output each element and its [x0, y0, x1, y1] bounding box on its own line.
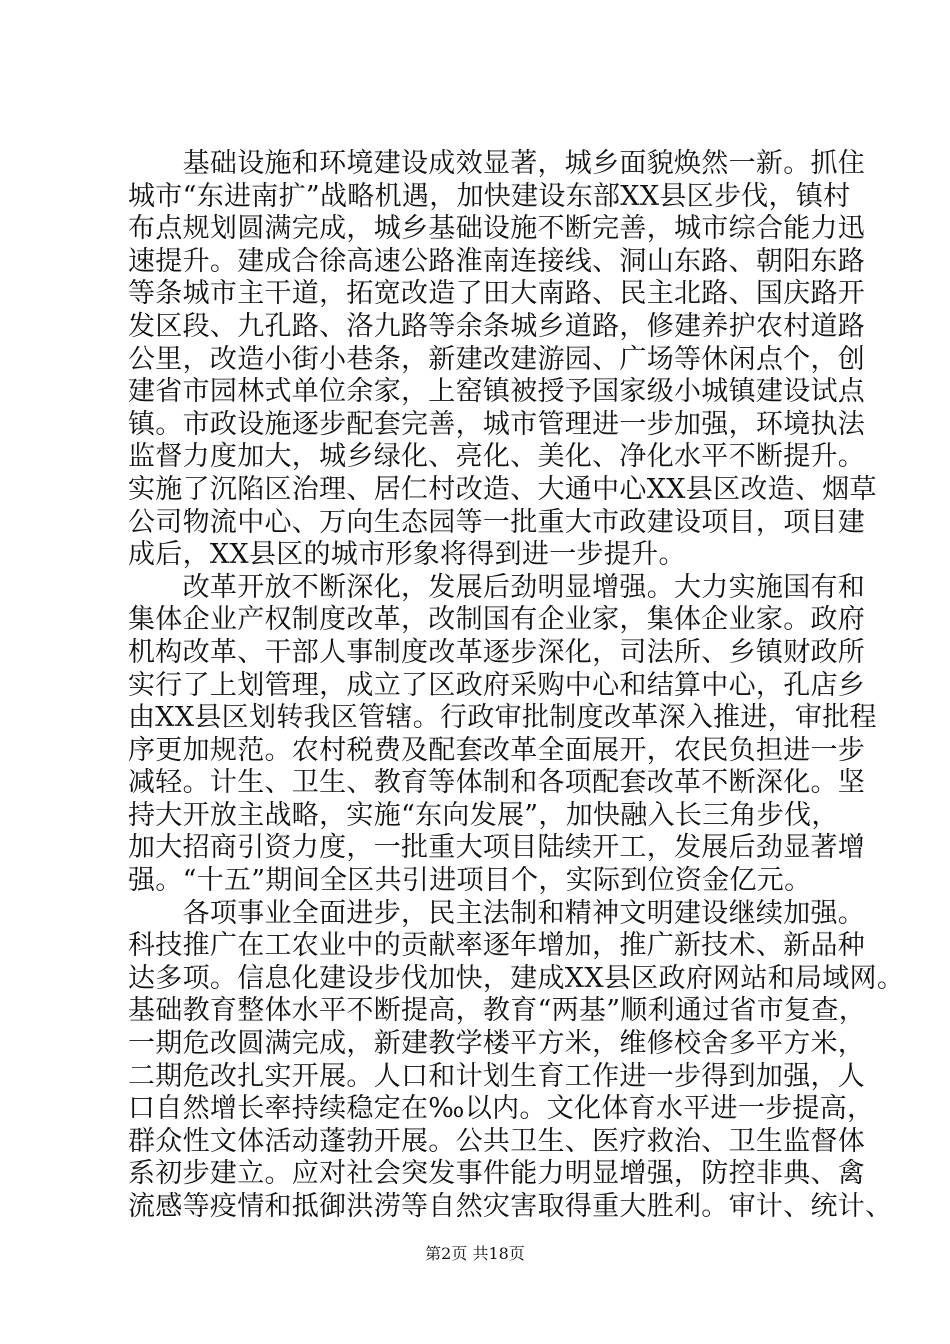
text-line: 机构改革、干部人事制度改革逐步深化，司法所、乡镇财政所	[128, 636, 866, 668]
text-line: 二期危改扎实开展。人口和计划生育工作进一步得到加强，人	[128, 1060, 866, 1092]
text-line: 改革开放不断深化，发展后劲明显增强。大力实施国有和	[128, 571, 866, 603]
text-line: 布点规划圆满完成，城乡基础设施不断完善，城市综合能力迅	[128, 213, 866, 245]
text-line: 等条城市主干道，拓宽改造了田大南路、民主北路、国庆路开	[128, 278, 866, 310]
text-line: 群众性文体活动蓬勃开展。公共卫生、医疗救治、卫生监督体	[128, 1125, 866, 1157]
text-line: 强。“十五”期间全区共引进项目个，实际到位资金亿元。	[128, 865, 812, 897]
body-text	[128, 148, 905, 1224]
text-line: 一期危改圆满完成，新建教学楼平方米，维修校舍多平方米，	[128, 1028, 866, 1060]
text-line: 口自然增长率持续稳定在‰以内。文化体育水平进一步提高，	[128, 1093, 875, 1125]
text-line: 发区段、九孔路、洛九路等余条城乡道路，修建养护农村道路	[128, 310, 866, 342]
text-line: 公司物流中心、万向生态园等一批重大市政建设项目，项目建	[128, 506, 866, 538]
text-line: 监督力度加大，城乡绿化、亮化、美化、净化水平不断提升。	[128, 441, 866, 473]
text-line: 各项事业全面进步，民主法制和精神文明建设继续加强。	[128, 897, 866, 929]
text-line: 实施了沉陷区治理、居仁村改造、大通中心XX县区改造、烟草	[128, 473, 877, 505]
text-line: 序更加规范。农村税费及配套改革全面展开，农民负担进一步	[128, 734, 866, 766]
text-line: 成后，XX县区的城市形象将得到进一步提升。	[128, 539, 686, 571]
text-line: 城市“东进南扩”战略机遇，加快建设东部XX县区步伐，镇村	[128, 180, 851, 212]
text-line: 达多项。信息化建设步伐加快，建成XX县区政府网站和局域网。	[128, 962, 905, 994]
text-line: 科技推广在工农业中的贡献率逐年增加，推广新技术、新品种	[128, 930, 866, 962]
text-line: 基础设施和环境建设成效显著，城乡面貌焕然一新。抓住	[128, 148, 866, 179]
text-line: 集体企业产权制度改革，改制国有企业家，集体企业家。政府	[128, 604, 866, 636]
text-line: 基础教育整体水平不断提高，教育“两基”顺利通过省市复查，	[128, 995, 867, 1027]
text-line: 减轻。计生、卫生、教育等体制和各项配套改革不断深化。坚	[128, 767, 866, 799]
page-number-footer: 第2页 共18页	[425, 1244, 525, 1263]
text-line: 镇。市政设施逐步配套完善，城市管理进一步加强，环境执法	[128, 408, 866, 440]
text-line: 建省市园林式单位余家，上窑镇被授予国家级小城镇建设试点	[128, 376, 866, 408]
text-line: 系初步建立。应对社会突发事件能力明显增强，防控非典、禽	[128, 1158, 866, 1190]
text-line: 流感等疫情和抵御洪涝等自然灾害取得重大胜利。审计、统计、	[128, 1191, 893, 1222]
text-line: 持大开放主战略，实施“东向发展”，加快融入长三角步伐，	[128, 799, 839, 831]
text-line: 由XX县区划转我区管辖。行政审批制度改革深入推进，审批程	[128, 702, 877, 734]
text-line: 速提升。建成合徐高速公路淮南连接线、洞山东路、朝阳东路	[128, 245, 866, 277]
text-line: 公里，改造小街小巷条，新建改建游园、广场等休闲点个，创	[128, 343, 866, 375]
text-line: 加大招商引资力度，一批重大项目陆续开工，发展后劲显著增	[128, 832, 866, 864]
text-line: 实行了上划管理，成立了区政府采购中心和结算中心，孔店乡	[128, 669, 866, 701]
